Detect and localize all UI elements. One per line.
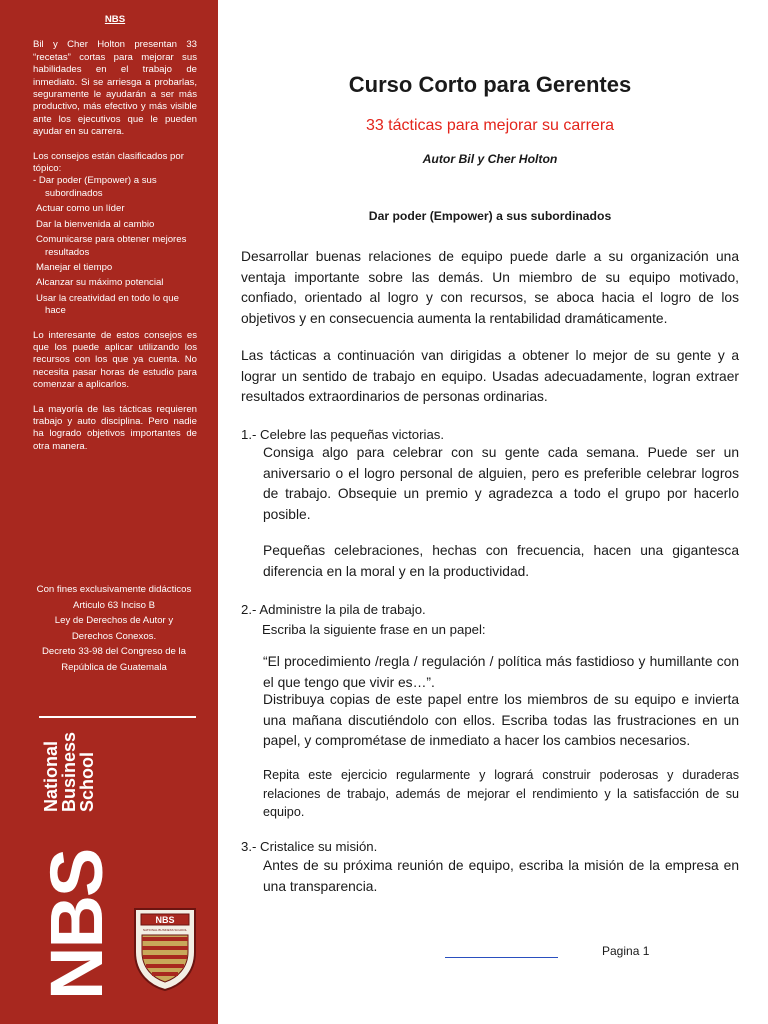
logo-word: National — [41, 740, 61, 812]
sidebar-paragraph-3: La mayoría de las tácticas requieren trabajo y auto disciplina. Pero nadie ha logrado objetivos importantes de otra manera. — [33, 403, 197, 452]
sidebar-heading: NBS — [104, 14, 126, 25]
sidebar-paragraph-2: Lo interesante de estos consejos es que los puede aplicar utilizando los recursos con los que ya cuenta. No necesita pasar horas de estudio para comenzar a aplicarlos. — [33, 329, 197, 391]
sidebar-topic: Dar la bienvenida al cambio — [36, 218, 155, 230]
sidebar-topic-list — [33, 175, 197, 317]
logo-divider — [39, 716, 196, 718]
sidebar-topic: Comunicarse para obtener mejores resultados — [36, 234, 187, 258]
document-author: Autor Bil y Cher Holton — [422, 152, 558, 166]
item-body-2: Distribuya copias de este papel entre los miembros de su equipo e invierta una mañana discutiéndolo con ellos. Escriba todas las frustraciones en un papel, y comprométase de inmediato a hacer los cambios necesarios. — [263, 692, 739, 748]
crest-logo — [132, 906, 198, 992]
item-quote-2: “El procedimiento /regla / regulación / política más fastidioso y humillante con el que tengo que vivir es…”. — [263, 654, 739, 690]
section-heading: Dar poder (Empower) a sus subordinados — [368, 209, 612, 223]
document-subtitle: 33 tácticas para mejorar su carrera — [365, 117, 615, 134]
item-body-1b: Pequeñas celebraciones, hechas con frecuencia, hacen una gigantesca diferencia en la moral y en la productividad. — [263, 543, 739, 579]
paragraph-intro: Desarrollar buenas relaciones de equipo puede darle a su organización una ventaja importante sobre las demás. Un miembro de su equipo motivado, confiado, orientado al logro y con recursos, se aboca hacia el logro de los objetivos y en consecuencia aumenta la rentabilidad dramáticamente. — [241, 249, 739, 326]
logo-word: School — [77, 751, 97, 812]
sidebar-legal-notice — [20, 582, 208, 675]
footer-link-line[interactable] — [445, 957, 558, 958]
legal-line: Ley de Derechos de Autor y — [54, 615, 174, 626]
item-heading-2: 2.- Administre la pila de trabajo. — [241, 602, 426, 617]
sidebar-topic: Actuar como un líder — [36, 203, 125, 215]
legal-line: República de Guatemala — [61, 661, 167, 673]
logo-words — [42, 732, 96, 812]
sidebar-topic: Manejar el tiempo — [36, 261, 113, 273]
logo-letters: NBS — [35, 849, 118, 1000]
legal-line: Articulo 63 Inciso B — [72, 599, 156, 611]
item-instruction-2: Escriba la siguiente frase en un papel: — [262, 622, 486, 637]
item-body-3: Antes de su próxima reunión de equipo, escriba la misión de la empresa en una transparencia. — [263, 858, 739, 894]
sidebar-topic: Usar la creatividad en todo lo que hace — [36, 292, 179, 317]
item-heading-1: 1.- Celebre las pequeñas victorias. — [241, 427, 445, 442]
page-number: Pagina 1 — [602, 944, 650, 958]
sidebar — [0, 0, 218, 1024]
document-title: Curso Corto para Gerentes — [348, 72, 632, 97]
sidebar-topics-intro: Los consejos están clasificados por tópico: — [33, 150, 184, 175]
crest-text: NBS — [155, 915, 175, 925]
sidebar-intro: Bil y Cher Holton presentan 33 “recetas” cortas para mejorar sus habilidades en el trabajo de inmediato. Si se arriesga a probarlas, seguramente le ayudarán a ser más productivo, más efectivo y más visible ante los ejecutivos que le pueden ayudar en su carrera. — [33, 39, 197, 138]
crest-caption: NATIONAL BUSINESS SCHOOL — [142, 928, 188, 932]
sidebar-topic: - Dar poder (Empower) a sus subordinados — [33, 175, 157, 199]
sidebar-topic: Alcanzar su máximo potencial — [36, 277, 164, 289]
paragraph-tactics: Las tácticas a continuación van dirigidas a obtener lo mejor de su gente y a lograr un sentido de trabajo en equipo. Usadas adecuadamente, logran extraer resultados extraordinarios de personas ordinarias. — [241, 348, 739, 404]
legal-line: Derechos Conexos. — [71, 630, 157, 642]
legal-line: Decreto 33-98 del Congreso de la — [42, 646, 186, 657]
logo-word: Business — [59, 731, 79, 812]
item-body-2b: Repita este ejercicio regularmente y logrará construir poderosas y duraderas relaciones de trabajo, además de mejorar el rendimiento y la satisfacción de su equipo. — [263, 768, 739, 819]
item-body-1: Consiga algo para celebrar con su gente cada semana. Puede ser un aniversario o el logro personal de alguien, pero es preferible celebrar logros de trabajo. Obsequie un premio y agradezca a todo el grupo por hacerlo posible. — [263, 445, 739, 522]
item-heading-3: 3.- Cristalice su misión. — [241, 839, 378, 854]
sidebar-text — [33, 14, 197, 465]
legal-line: Con fines exclusivamente didácticos — [36, 584, 192, 595]
